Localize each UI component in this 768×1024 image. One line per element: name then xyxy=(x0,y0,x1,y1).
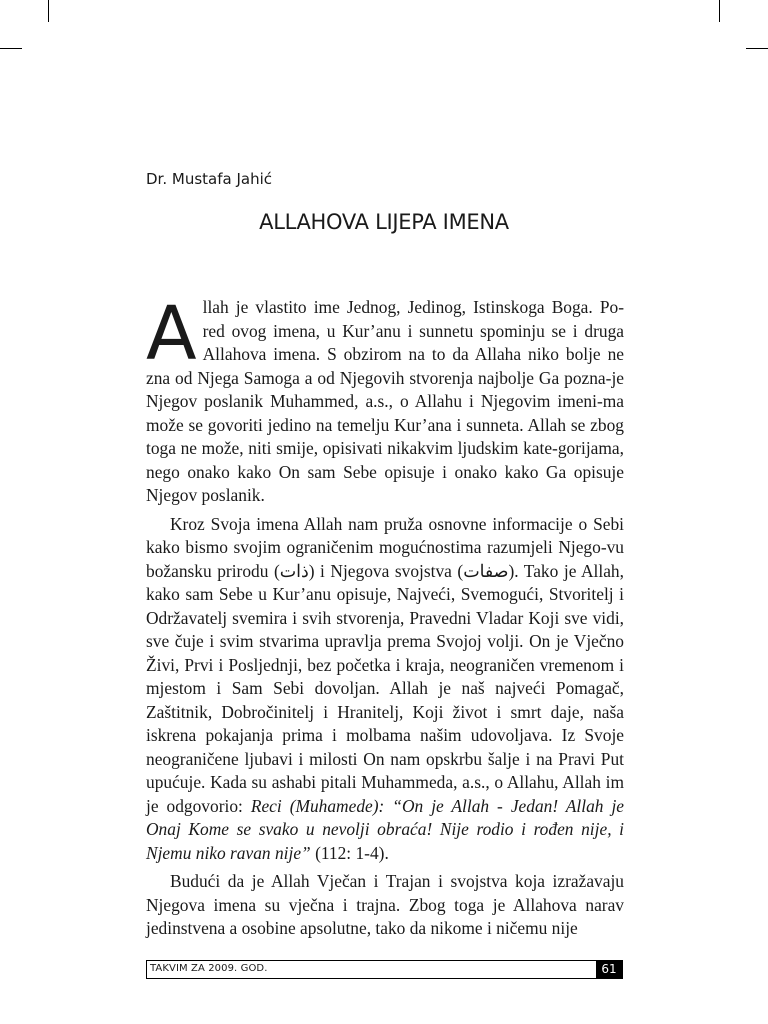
arabic-term-dhat: ذات xyxy=(279,560,309,581)
crop-mark-top-left-vertical xyxy=(48,0,49,22)
paragraph-2-text-c: ). Tako je Allah, kako sam Sebe u Kur’anu opisuje, Najveći, Svemogući, Stvoritelj i Održavatelj svemira i svih stvorenja, Pravedni Vladar Koji sve vidi, sve čuje i svim stvarima upravlja prema Svojoj volji. On je Vječno Živi, Prvi i Posljednji, bez početka i kraja, neograničen vremenom i mjestom i Sam Sebi dovoljan. Allah je naš najveći Pomagač, Zaštitnik, Dobročinitelj i Hranitelj, Koji život i smrt daje, naša iskrena pokajanja prima i molbama našim udovoljava. Iz Svoje neograničene ljubavi i milosti On nam opskrbu šalje i na Pravi Put upućuje. Kada su ashabi pitali Muhammeda, a.s., o Allahu, Allah im je odgovorio: xyxy=(146,560,624,816)
paragraph-2-text-a: Kroz Svoja imena Allah nam pruža osnovne informacije o Sebi kako bismo svojim ograničenim mogućnostima razumjeli Njego-vu božansku prirodu ( xyxy=(146,513,624,581)
footer-label: TAKVIM ZA 2009. GOD. xyxy=(150,963,268,974)
article-body xyxy=(146,291,624,946)
drop-cap: A xyxy=(146,291,197,377)
page-footer xyxy=(146,960,623,979)
author-name: Dr. Mustafa Jahić xyxy=(146,170,272,188)
paragraph-3 xyxy=(146,870,624,941)
crop-mark-top-right-vertical xyxy=(719,0,720,22)
article-title: ALLAHOVA LIJEPA IMENA xyxy=(259,210,509,234)
paragraph-2-text-b: ) i Njegova svojstva ( xyxy=(308,560,464,581)
crop-mark-top-left-horizontal xyxy=(0,48,22,49)
quran-quote: Reci (Muhamede): “On je Allah - Jedan! Allah je Onaj Kome se svako u nevolji obraća! Nije rodio i rođen nije, i Njemu niko ravan nije” xyxy=(146,795,624,863)
arabic-term-sifat: صفات xyxy=(463,560,509,581)
paragraph-1-text: llah je vlastito ime Jednog, Jedinog, Istinskoga Boga. Po-red ovog imena, u Kur’anu i sunnetu spominju se i druga Allahova imena. S obzirom na to da Allaha niko bolje ne zna od Njega Samoga a od Njegovih stvorenja najbolje Ga pozna-je Njegov poslanik Muhammed, a.s., o Allahu i Njegovim imeni-ma može se govoriti jedino na temelju Kur’ana i sunneta. Allah se zbog toga ne može, niti smije, opisivati nikakvim ljudskim kate-gorijama, nego onako kako On sam Sebe opisuje i onako kako Ga opisuje Njegov poslanik. xyxy=(146,297,624,505)
paragraph-3-text: Budući da je Allah Vječan i Trajan i svojstva koja izražavaju Njegova imena su vječna i trajna. Zbog toga je Allahova narav jedinstvena a osobine apsolutne, tako da nikome i ničemu nije xyxy=(146,871,624,938)
paragraph-1 xyxy=(146,291,624,508)
page-number: 61 xyxy=(596,961,622,978)
crop-mark-top-right-horizontal xyxy=(746,48,768,49)
quran-reference: (112: 1-4). xyxy=(310,842,389,863)
paragraph-2 xyxy=(146,513,624,866)
